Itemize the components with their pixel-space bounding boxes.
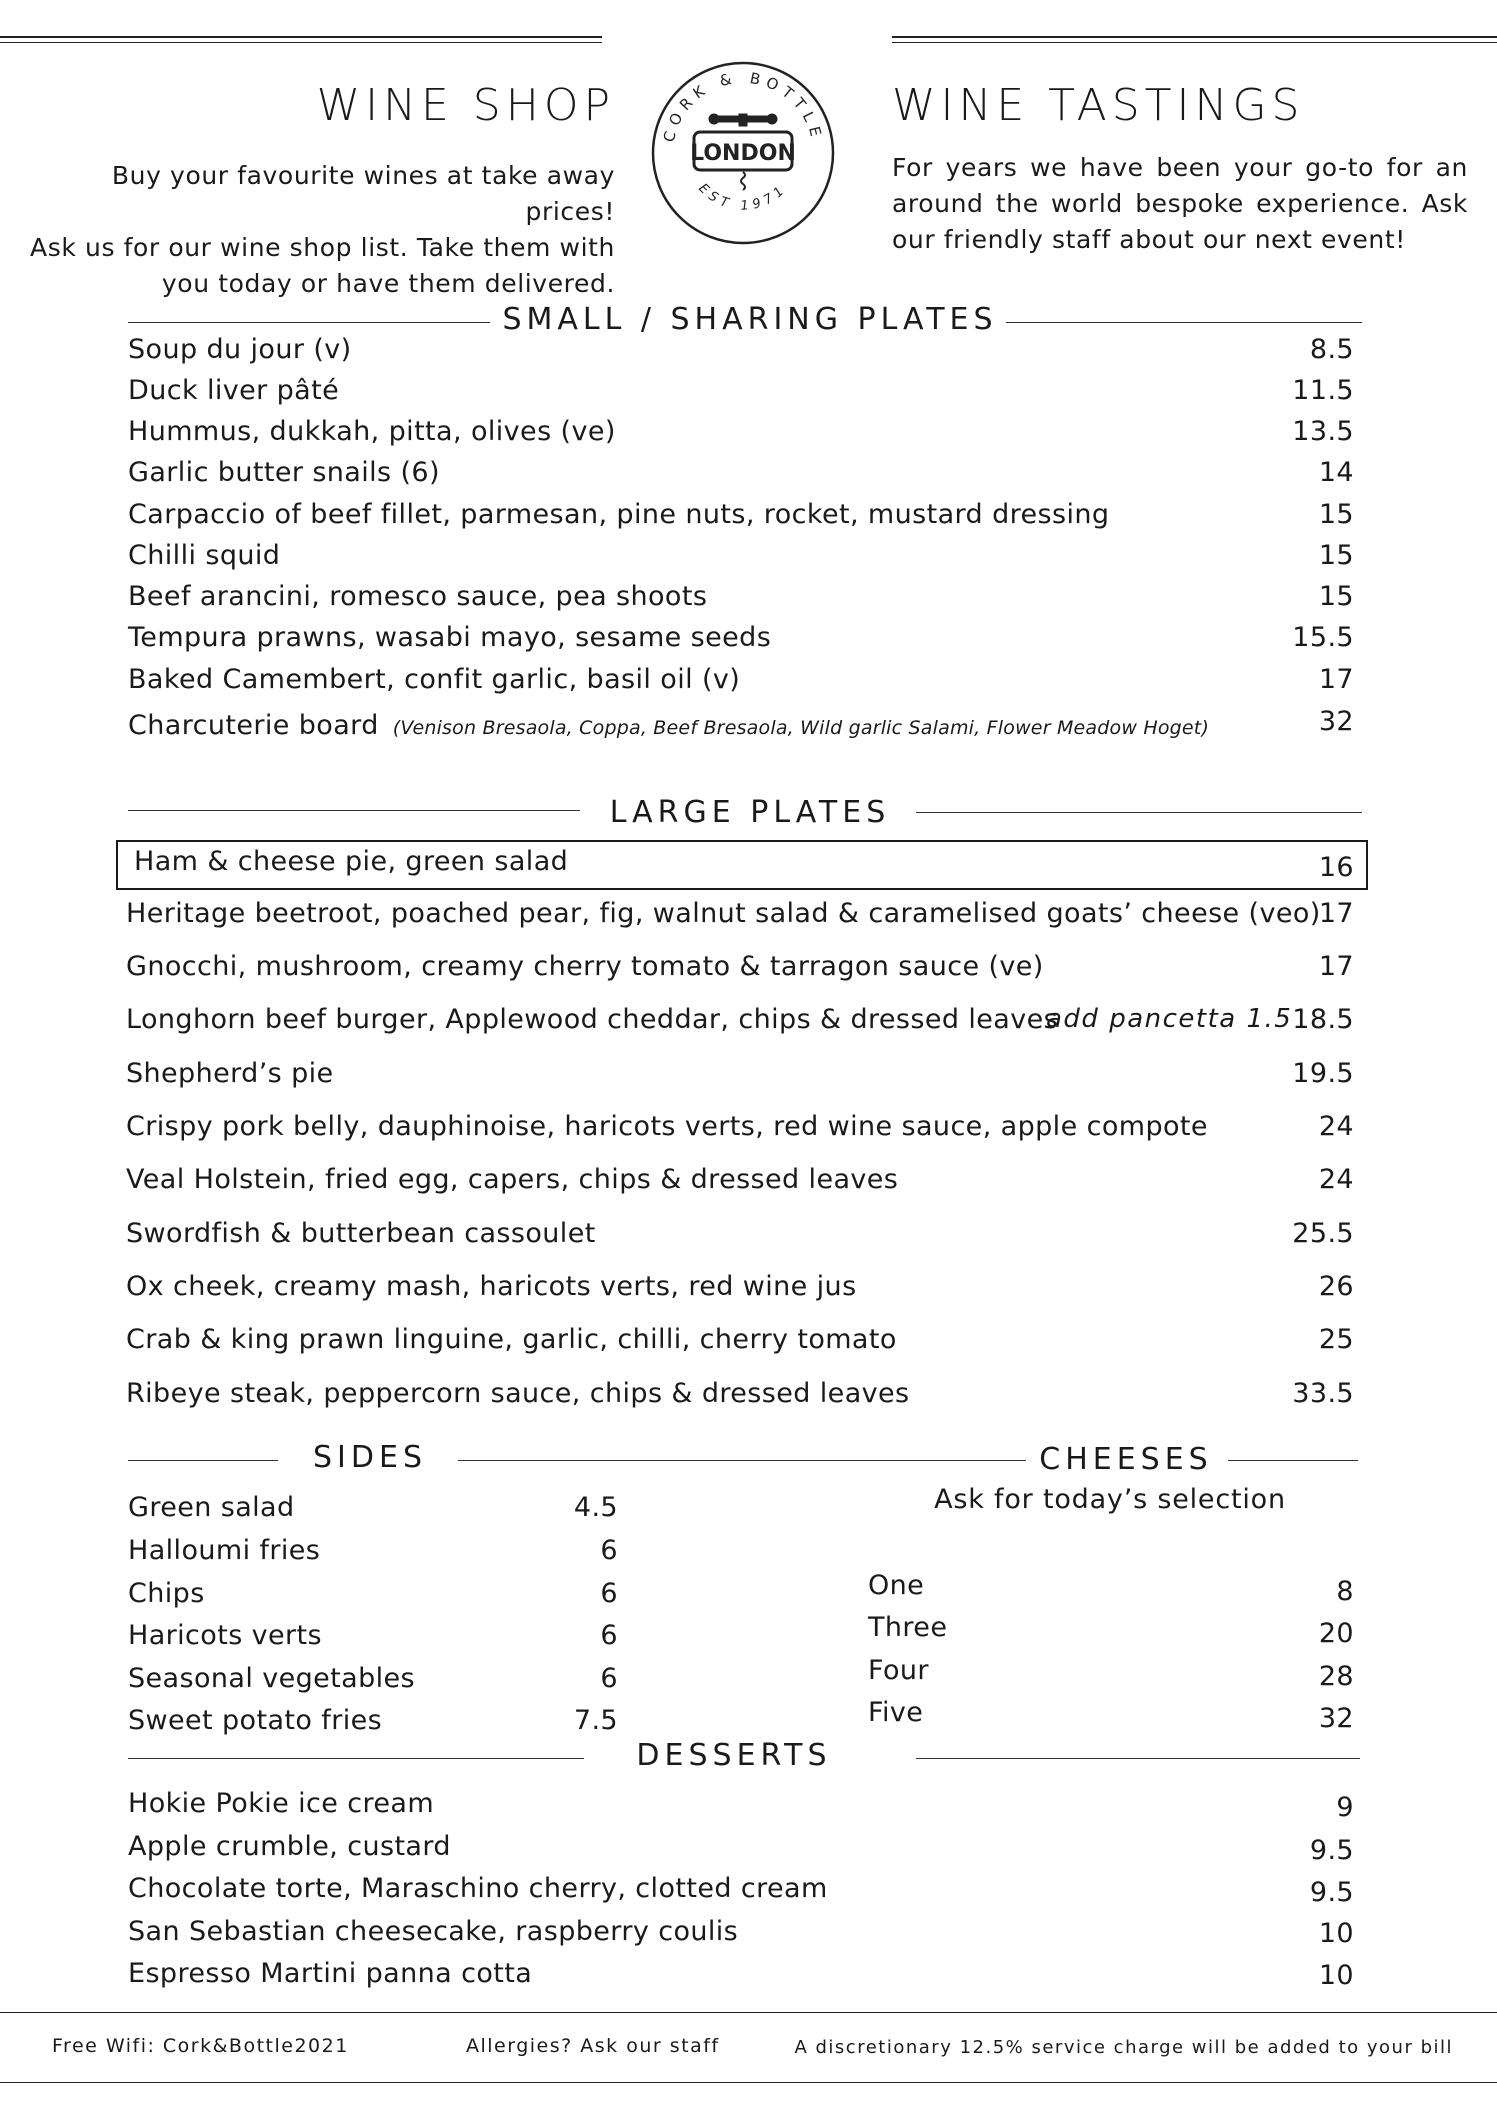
sides-heading: SIDES bbox=[313, 1440, 427, 1475]
item-name: Ribeye steak, peppercorn sauce, chips & dressed leaves bbox=[126, 1378, 910, 1409]
wine-tastings-line: around the world bespoke experience. Ask bbox=[892, 189, 1468, 218]
menu-item bbox=[128, 1492, 618, 1530]
menu-item bbox=[126, 1324, 1354, 1362]
logo-top-text: CORK & BOTTLE bbox=[659, 68, 827, 145]
item-name: Swordfish & butterbean cassoulet bbox=[126, 1218, 596, 1249]
desserts-rule-right bbox=[916, 1758, 1360, 1759]
item-price: 15 bbox=[1318, 540, 1354, 571]
item-name: Soup du jour (v) bbox=[128, 334, 352, 365]
menu-item bbox=[128, 1620, 618, 1658]
footer-rule-top bbox=[0, 2012, 1497, 2013]
item-name: Heritage beetroot, poached pear, fig, walnut salad & caramelised goats’ cheese (veo) bbox=[126, 898, 1321, 929]
menu-item bbox=[126, 951, 1354, 989]
item-price: 13.5 bbox=[1292, 416, 1354, 447]
item-addon: add pancetta 1.5 bbox=[1046, 1004, 1293, 1034]
menu-item bbox=[126, 1271, 1354, 1309]
item-price: 15 bbox=[1318, 499, 1354, 530]
item-name: Baked Camembert, confit garlic, basil oil (v) bbox=[128, 664, 741, 695]
wine-tastings-description bbox=[892, 150, 1468, 258]
svg-text:EST 1971 bbox=[695, 181, 790, 214]
item-price: 32 bbox=[1318, 706, 1354, 737]
item-price: 10 bbox=[1318, 1918, 1354, 1949]
menu-item bbox=[126, 1058, 1354, 1096]
cork-and-bottle-logo bbox=[648, 58, 838, 248]
menu-item bbox=[128, 664, 1354, 702]
menu-item bbox=[128, 1788, 1354, 1826]
item-price: 17 bbox=[1318, 664, 1354, 695]
footer-allergies: Allergies? Ask our staff bbox=[466, 2035, 720, 2057]
item-price: 15.5 bbox=[1292, 622, 1354, 653]
item-name: Duck liver pâté bbox=[128, 375, 340, 406]
menu-item bbox=[128, 1873, 1354, 1911]
item-price: 28 bbox=[1318, 1661, 1354, 1692]
item-price: 6 bbox=[600, 1663, 618, 1694]
item-name: Carpaccio of beef fillet, parmesan, pine nuts, rocket, mustard dressing bbox=[128, 499, 1110, 530]
menu-item bbox=[126, 1164, 1354, 1202]
item-name: Haricots verts bbox=[128, 1620, 322, 1651]
item-name: San Sebastian cheesecake, raspberry coulis bbox=[128, 1916, 739, 1947]
logo-bottom-text: EST 1971 bbox=[695, 180, 791, 214]
item-price: 9 bbox=[1336, 1792, 1354, 1823]
item-price: 33.5 bbox=[1292, 1378, 1354, 1409]
menu-item bbox=[868, 1655, 1354, 1693]
item-name: Longhorn beef burger, Applewood cheddar, chips & dressed leaves bbox=[126, 1004, 1059, 1035]
menu-item bbox=[868, 1570, 1354, 1608]
item-name: Hokie Pokie ice cream bbox=[128, 1788, 435, 1819]
screw-icon bbox=[741, 172, 745, 190]
footer-service-charge: A discretionary 12.5% service charge will be added to your bill bbox=[794, 2037, 1453, 2058]
top-rule-left-2 bbox=[0, 42, 602, 43]
item-name: Veal Holstein, fried egg, capers, chips & dressed leaves bbox=[126, 1164, 899, 1195]
item-name: Three bbox=[868, 1612, 948, 1643]
item-price: 9.5 bbox=[1309, 1835, 1354, 1866]
item-name: Espresso Martini panna cotta bbox=[128, 1958, 533, 1989]
item-name: Chips bbox=[128, 1578, 205, 1609]
item-price: 15 bbox=[1318, 581, 1354, 612]
menu-item bbox=[868, 1612, 1354, 1650]
menu-item bbox=[128, 499, 1354, 537]
menu-item bbox=[128, 1958, 1354, 1996]
item-name: Ham & cheese pie, green salad bbox=[134, 846, 569, 877]
item-price: 19.5 bbox=[1292, 1058, 1354, 1089]
item-price: 8.5 bbox=[1309, 334, 1354, 365]
menu-item bbox=[128, 540, 1354, 578]
item-name: Shepherd’s pie bbox=[126, 1058, 334, 1089]
item-price: 20 bbox=[1318, 1618, 1354, 1649]
menu-item bbox=[128, 1705, 618, 1743]
item-name: Crispy pork belly, dauphinoise, haricots verts, red wine sauce, apple compote bbox=[126, 1111, 1208, 1142]
item-price: 6 bbox=[600, 1535, 618, 1566]
desserts-rule-left bbox=[128, 1758, 584, 1759]
item-price: 24 bbox=[1318, 1111, 1354, 1142]
item-name: Beef arancini, romesco sauce, pea shoots bbox=[128, 581, 708, 612]
cheeses-heading: CHEESES bbox=[1039, 1442, 1213, 1477]
wine-shop-line: Buy your favourite wines at take away prices! bbox=[111, 161, 615, 226]
menu-item bbox=[128, 1916, 1354, 1954]
top-rule-right bbox=[892, 36, 1497, 38]
item-name: Green salad bbox=[128, 1492, 295, 1523]
item-price: 16 bbox=[1318, 852, 1354, 883]
wine-shop-line: you today or have them delivered. bbox=[161, 269, 615, 298]
item-price: 14 bbox=[1318, 457, 1354, 488]
item-price: 25 bbox=[1318, 1324, 1354, 1355]
menu-item bbox=[128, 581, 1354, 619]
item-price: 10 bbox=[1318, 1960, 1354, 1991]
item-price: 32 bbox=[1318, 1703, 1354, 1734]
item-name: Halloumi fries bbox=[128, 1535, 321, 1566]
item-price: 24 bbox=[1318, 1164, 1354, 1195]
item-name-text: Charcuterie board bbox=[128, 710, 379, 741]
item-price: 8 bbox=[1336, 1576, 1354, 1607]
menu-item bbox=[128, 416, 1354, 454]
item-price: 4.5 bbox=[573, 1492, 618, 1523]
top-rule-left bbox=[0, 36, 602, 38]
corkscrew-icon bbox=[709, 114, 777, 126]
item-name: Crab & king prawn linguine, garlic, chilli, cherry tomato bbox=[126, 1324, 897, 1355]
top-rule-right-2 bbox=[892, 42, 1497, 43]
item-price: 26 bbox=[1318, 1271, 1354, 1302]
item-name: Seasonal vegetables bbox=[128, 1663, 416, 1694]
item-name: Chilli squid bbox=[128, 540, 281, 571]
sides-rule-left bbox=[128, 1460, 278, 1461]
menu-item bbox=[128, 622, 1354, 660]
item-price: 17 bbox=[1318, 898, 1354, 929]
item-price: 11.5 bbox=[1292, 375, 1354, 406]
menu-item bbox=[126, 1378, 1354, 1416]
cheeses-rule-right bbox=[1228, 1460, 1358, 1461]
item-name: Apple crumble, custard bbox=[128, 1831, 451, 1862]
wine-shop-title: WINE SHOP bbox=[316, 80, 615, 131]
item-name: Garlic butter snails (6) bbox=[128, 457, 440, 488]
item-name: Ox cheek, creamy mash, haricots verts, red wine jus bbox=[126, 1271, 857, 1302]
item-name: Gnocchi, mushroom, creamy cherry tomato & tarragon sauce (ve) bbox=[126, 951, 1044, 982]
item-price: 6 bbox=[600, 1620, 618, 1651]
menu-item bbox=[128, 1663, 618, 1701]
item-name: Four bbox=[868, 1655, 929, 1686]
large-plates-rule-left bbox=[128, 810, 580, 811]
footer-wifi: Free Wifi: Cork&Bottle2021 bbox=[52, 2035, 349, 2057]
wine-tastings-line: For years we have been your go-to for an bbox=[892, 153, 1468, 182]
wine-shop-line: Ask us for our wine shop list. Take them with bbox=[30, 233, 615, 262]
menu-item bbox=[128, 375, 1354, 413]
item-note: (Venison Bresaola, Coppa, Beef Bresaola, Wild garlic Salami, Flower Meadow Hoget) bbox=[392, 717, 1210, 739]
small-plates-rule-left bbox=[128, 322, 490, 323]
menu-item bbox=[128, 1831, 1354, 1869]
menu-item bbox=[128, 706, 1354, 748]
item-price: 17 bbox=[1318, 951, 1354, 982]
menu-item bbox=[128, 1535, 618, 1573]
wine-tastings-line: our friendly staff about our next event! bbox=[892, 225, 1406, 254]
item-price: 6 bbox=[600, 1578, 618, 1609]
wine-tastings-title: WINE TASTINGS bbox=[892, 80, 1305, 131]
menu-item bbox=[868, 1697, 1354, 1735]
logo-center-text: LONDON bbox=[690, 141, 796, 166]
item-name: Tempura prawns, wasabi mayo, sesame seeds bbox=[128, 622, 772, 653]
small-plates-heading: SMALL / SHARING PLATES bbox=[502, 302, 998, 337]
menu-item bbox=[128, 334, 1354, 372]
item-name: One bbox=[868, 1570, 925, 1601]
item-name: Hummus, dukkah, pitta, olives (ve) bbox=[128, 416, 616, 447]
large-plates-rule-right bbox=[916, 812, 1362, 813]
sides-cheeses-rule-middle bbox=[458, 1460, 1026, 1461]
desserts-heading: DESSERTS bbox=[636, 1738, 832, 1773]
menu-item bbox=[126, 1111, 1354, 1149]
menu-item bbox=[126, 1218, 1354, 1256]
item-name bbox=[128, 710, 1209, 741]
footer-rule-bottom bbox=[0, 2082, 1497, 2083]
small-plates-rule-right bbox=[1006, 322, 1362, 323]
item-price: 7.5 bbox=[573, 1705, 618, 1736]
menu-item bbox=[126, 898, 1354, 936]
cheeses-subtitle: Ask for today’s selection bbox=[934, 1484, 1286, 1515]
large-plates-heading: LARGE PLATES bbox=[609, 795, 891, 830]
item-price: 18.5 bbox=[1292, 1004, 1354, 1035]
item-name: Chocolate torte, Maraschino cherry, clotted cream bbox=[128, 1873, 828, 1904]
menu-item bbox=[128, 1578, 618, 1616]
item-price: 25.5 bbox=[1292, 1218, 1354, 1249]
wine-shop-description bbox=[15, 158, 615, 302]
menu-item bbox=[134, 846, 1354, 884]
item-name: Five bbox=[868, 1697, 924, 1728]
item-price: 9.5 bbox=[1309, 1877, 1354, 1908]
item-name: Sweet potato fries bbox=[128, 1705, 383, 1736]
menu-item bbox=[128, 457, 1354, 495]
